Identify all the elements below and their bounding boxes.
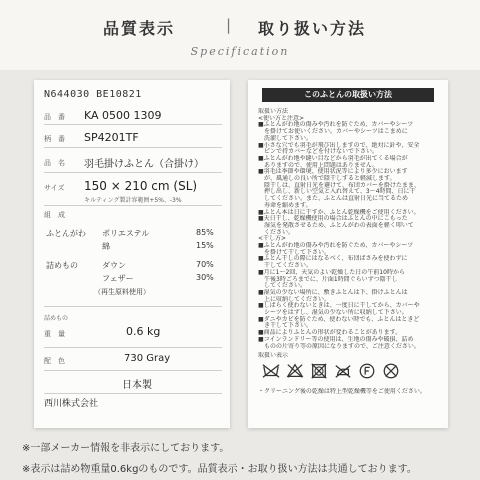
no-washing-icon [262, 362, 280, 380]
care-instruction-line: ■コインランドリー等の使用は、生地の傷みや破損、詰め [258, 335, 414, 343]
row-pattern-number [44, 125, 222, 148]
care-instructions-tag [248, 80, 448, 428]
row-label: 品 名 [44, 159, 65, 167]
row-value: KA 0500 1309 [84, 109, 162, 122]
origin-value: 日本製 [122, 380, 152, 391]
care-title: このふとんの取扱い方法 [262, 88, 434, 102]
care-instruction-line: 上に収納してください。 [258, 295, 331, 303]
care-note: ・クリーニング後の乾燥は特上型乾燥機等をご使用ください。 [258, 388, 426, 395]
no-tumble-dry-icon [310, 362, 328, 380]
care-instruction-line: ■商品によりふとんの形状が変わることがあります。 [258, 329, 402, 337]
care-instruction-line: ■ふとんがわ地の傷みや汚れを防ぐため、カバーやシーツ [258, 242, 414, 249]
composition-label: 組 成 [44, 211, 65, 219]
composition-pct: 70% [196, 260, 214, 269]
care-instruction-line: ■小さな穴でも羽毛が飛び出しますので、絶対に針や、安全 [258, 141, 420, 149]
specification-subtitle: Specification [190, 45, 290, 58]
color-label: 配 色 [44, 357, 65, 365]
care-instruction-line: 寿命を縮めます。 [258, 201, 312, 209]
care-instruction-line: き干して下さい。 [258, 322, 313, 330]
row-label: 柄 番 [44, 135, 65, 143]
care-instruction-line: ピンで持カバーなどを付けないで下さい。 [258, 148, 379, 156]
row-label: サイズ [44, 184, 65, 192]
dry-clean-f-icon [358, 362, 376, 380]
care-instruction-line: ■月に1〜2回、天気のよい乾燥した日の午前10時から [258, 268, 405, 276]
size-note: キルティング製計容範囲+5%、-3% [84, 197, 182, 204]
care-instruction-line: 午後3時ごろまでに、片面1時間ぐらいずつ陰干し [258, 275, 398, 283]
recycled-note: （再生原料使用） [94, 288, 150, 296]
care-instruction-line: 洗濯して下さい。 [258, 134, 313, 142]
care-instruction-line: <使い方と注意> [258, 114, 305, 122]
care-instruction-line: 押し出し、新しい空気と入れ替えて、3〜4時間、日に干 [258, 188, 416, 196]
product-code: N644030 BE10821 [44, 89, 142, 100]
care-instruction-line: ■ふとんがわ地の傷みや汚れを防ぐため、カバーやシーツ [258, 121, 414, 129]
care-instruction-line: が、風通しの良い所で陰干しすると軽減します。 [258, 175, 396, 182]
composition-pct: 85% [196, 228, 214, 237]
care-instruction-line: ください。 [258, 228, 295, 236]
composition-pct: 30% [196, 273, 214, 282]
no-wet-clean-icon [382, 362, 400, 380]
composition-material: 綿 [102, 242, 110, 251]
composition-section [44, 206, 222, 307]
no-bleach-icon [286, 362, 304, 380]
row-origin [44, 371, 222, 394]
care-instruction-line: してください。 [258, 282, 307, 290]
no-iron-icon [334, 362, 352, 380]
row-label: 品 番 [44, 113, 65, 121]
care-instruction-line: を掛けて干して下さい。 [258, 248, 331, 256]
care-instruction-line: 陰干しは、直射日光を避けて、布団カバーを掛けたまま、 [258, 181, 420, 189]
care-instruction-line: <干し方> [258, 235, 287, 243]
care-instruction-line: ■ふとん干しの際にはなるべく、布団ばさみを使わずに [258, 255, 408, 263]
care-instruction-line: ■羽毛は季節や環境、使用状況等により多少においます [258, 168, 408, 176]
quality-label-tag [34, 80, 230, 428]
care-instruction-line: を掛けてお使いください。カバーやシーツはこまめに [258, 128, 408, 136]
header-bar [0, 0, 480, 70]
row-weight [44, 307, 222, 348]
care-instruction-line: ■ふとんがわ地や縫い目などから羽毛が出てくる場合が [258, 154, 408, 162]
care-method-title: 取り扱い方法 [258, 19, 367, 38]
care-instruction-line: 干してください。 [258, 262, 313, 270]
title-separator: | [226, 16, 232, 34]
row-value: SP4201TF [84, 131, 139, 144]
composition-part: ふとんがわ [46, 229, 86, 238]
row-product-name [44, 148, 222, 173]
row-color [44, 348, 222, 371]
weight-label-2: 重 量 [44, 330, 65, 338]
row-product-number [44, 104, 222, 125]
quality-label-title: 品質表示 [103, 19, 176, 38]
care-instruction-line: 湿気を発散させるため、ふとんがわの表面を軽く叩いて [258, 221, 414, 229]
row-value: 150 × 210 cm (SL) [84, 179, 198, 193]
care-instruction-line: ■しばらく使わないときは、一度日に干してから、カバーや [258, 302, 420, 310]
care-instruction-line: ■ダニやカビを防ぐため、使わない時でも、ふとんはときど [258, 315, 420, 323]
care-instruction-line: ■湿気の少ない場所に、敷きふとんは下、掛けふとんは [258, 288, 408, 296]
color-value: 730 Gray [124, 353, 171, 364]
row-size [44, 173, 222, 206]
composition-part: 詰めもの [46, 261, 78, 270]
composition-material: ダウン [102, 261, 126, 270]
footer-note-1: ※一部メーカー情報を非表示にしております。 [22, 443, 230, 454]
composition-pct: 15% [196, 241, 214, 250]
weight-value: 0.6 kg [126, 325, 161, 338]
care-instruction-line: ■ふとん本は日に干すか、ふとん乾燥機をご使用ください。 [258, 208, 420, 216]
weight-label: 詰めもの [44, 315, 69, 322]
care-instruction-line: 取扱い方法 [258, 108, 289, 115]
care-instruction-line: ■天日干し、乾燥機使用の場合はふとんの中にこもった [258, 215, 408, 223]
maker-name: 西川株式会社 [44, 399, 99, 409]
care-instruction-line: ありますので、使用上問題はありません。 [258, 161, 379, 169]
care-instruction-line: ものの片寄り等の原因になりますので、ご注意ください。 [258, 342, 420, 350]
row-value: 羽毛掛けふとん（合掛け） [84, 159, 204, 170]
footer-note-2: ※表示は詰め物重量0.6kgのものです。品質表示・お取り扱い方法は共通しております。 [22, 464, 417, 475]
care-symbols-label: 取扱い表示 [258, 352, 289, 359]
composition-material: ポリエステル [102, 229, 150, 238]
composition-material: フェザー [102, 274, 134, 283]
care-instruction-line: してください。また、ふとんは直射日光に当てるため [258, 195, 409, 203]
care-instruction-line: シーツをはずし、湿気の少ない所に収納して下さい。 [258, 309, 408, 316]
